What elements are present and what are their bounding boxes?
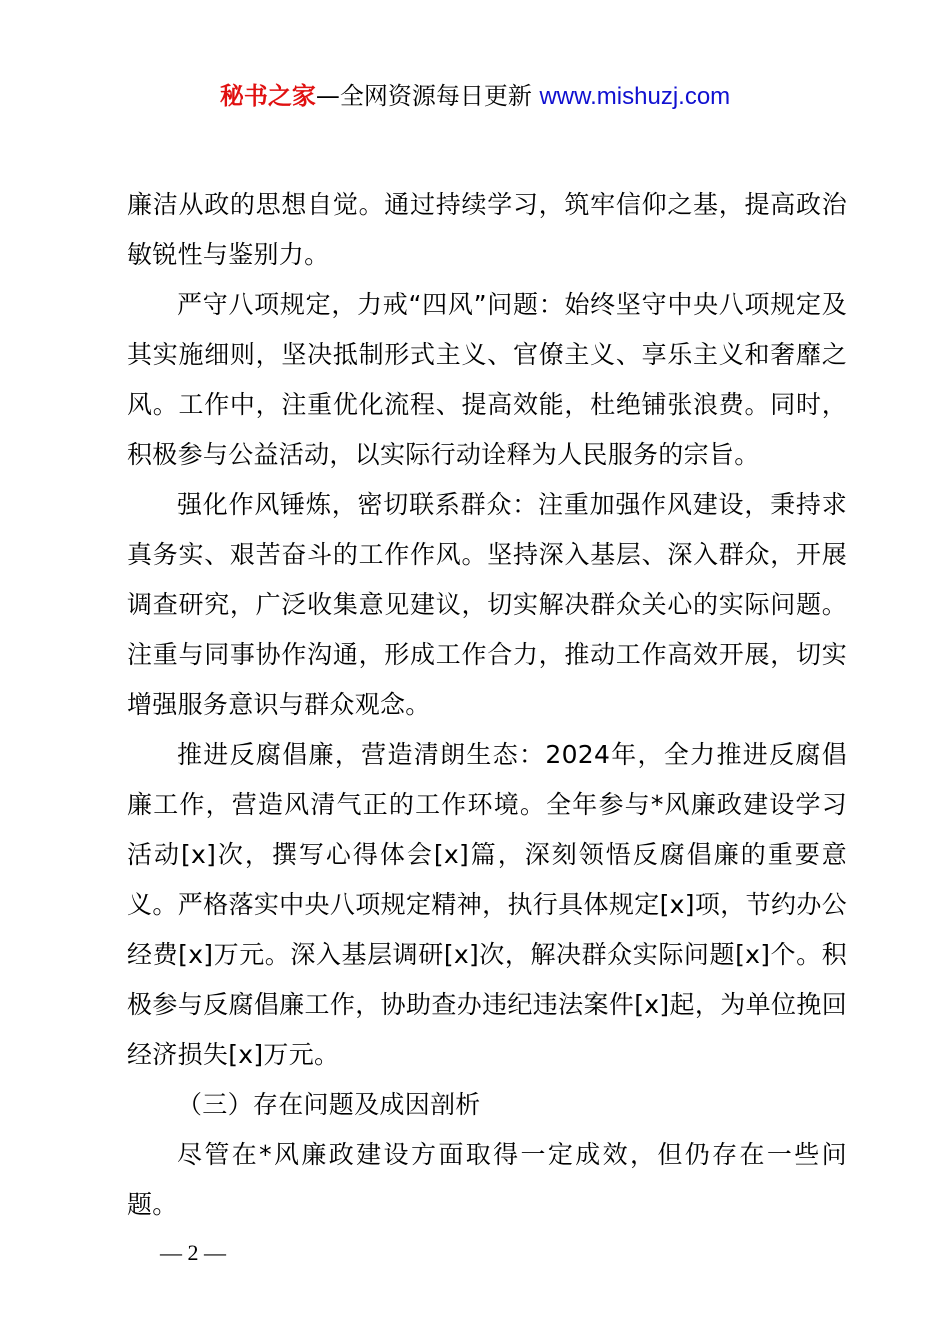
site-header (0, 80, 950, 113)
site-url-link[interactable]: www.mishuzj.com (539, 83, 731, 110)
paragraph: 严守八项规定，力戒“四风”问题：始终坚守中央八项规定及其实施细则，坚决抵制形式主义、官僚主义、享乐主义和奢靡之风。工作中，注重优化流程、提高效能，杜绝铺张浪费。同时，积极参与公益活动，以实际行动诠释为人民服务的宗旨。 (127, 290, 847, 469)
section-heading: （三）存在问题及成因剖析 (177, 1090, 481, 1119)
header-tagline: —全网资源每日更新 (315, 82, 540, 110)
document-body (127, 180, 847, 1230)
paragraph: 尽管在*风廉政建设方面取得一定成效，但仍存在一些问题。 (127, 1140, 847, 1219)
page-number: — 2 — (160, 1240, 226, 1265)
brand-name: 秘书之家 (219, 82, 316, 110)
paragraph: 推进反腐倡廉，营造清朗生态：2024年，全力推进反腐倡廉工作，营造风清气正的工作环境。全年参与*风廉政建设学习活动[x]次，撰写心得体会[x]篇，深刻领悟反腐倡廉的重要意义。严格落实中央八项规定精神，执行具体规定[x]项，节约办公经费[x]万元。深入基层调研[x]次，解决群众实际问题[x]个。积极参与反腐倡廉工作，协助查办违纪违法案件[x]起，为单位挽回经济损失[x]万元。 (127, 740, 847, 1069)
paragraph: 廉洁从政的思想自觉。通过持续学习，筑牢信仰之基，提高政治敏锐性与鉴别力。 (127, 190, 847, 269)
paragraph: 强化作风锤炼，密切联系群众：注重加强作风建设，秉持求真务实、艰苦奋斗的工作作风。坚持深入基层、深入群众，开展调查研究，广泛收集意见建议，切实解决群众关心的实际问题。注重与同事协作沟通，形成工作合力，推动工作高效开展，切实增强服务意识与群众观念。 (127, 490, 847, 719)
